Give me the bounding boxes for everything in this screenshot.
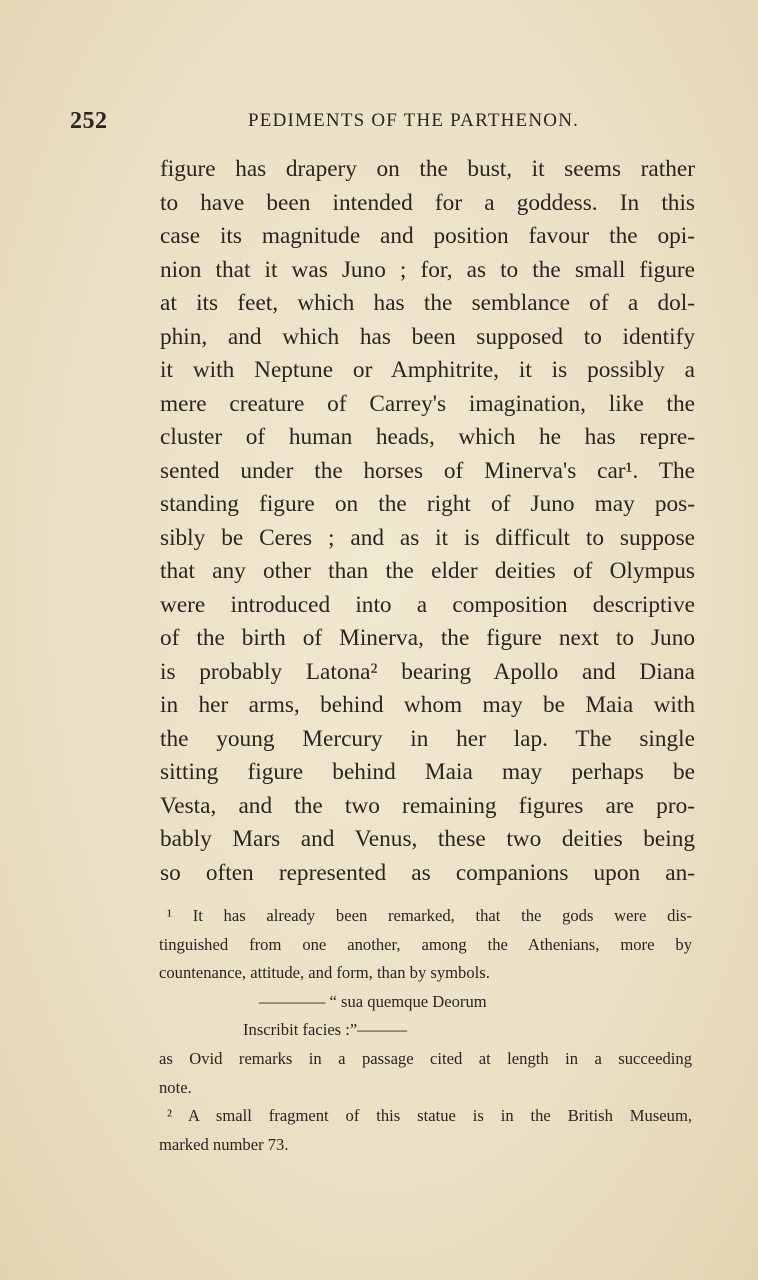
body-text	[160, 153, 695, 890]
body-line: standing figure on the right of Juno may pos-	[160, 491, 695, 517]
footnote-line: note.	[159, 1077, 192, 1097]
footnote-line: marked number 73.	[159, 1134, 289, 1154]
body-line: cluster of human heads, which he has repre-	[160, 424, 695, 450]
body-line: the young Mercury in her lap. The single	[160, 725, 695, 752]
body-line: in her arms, behind whom may be Maia with	[160, 692, 695, 718]
page-number: 252	[70, 108, 108, 134]
body-line: mere creature of Carrey's imagination, like the	[160, 390, 695, 417]
running-head: PEDIMENTS OF THE PARTHENON.	[248, 110, 580, 131]
body-line: of the birth of Minerva, the figure next to Juno	[160, 625, 695, 651]
body-line: to have been intended for a goddess. In this	[160, 189, 695, 216]
footnote-line: tinguished from one another, among the Athenians, more by	[159, 934, 692, 954]
body-line: case its magnitude and position favour the opi-	[160, 223, 695, 249]
footnotes	[159, 902, 692, 1159]
body-line: sibly be Ceres ; and as it is difficult to suppose	[160, 524, 695, 551]
body-line: phin, and which has been supposed to identify	[160, 323, 695, 350]
body-line: that any other than the elder deities of Olympus	[160, 558, 695, 584]
footnote-verse-line: Inscribit facies :”———	[243, 1020, 408, 1040]
body-line: bably Mars and Venus, these two deities being	[160, 826, 695, 852]
body-line: it with Neptune or Amphitrite, it is possibly a	[160, 357, 695, 383]
footnote-verse-line: ———— “ sua quemque Deorum	[259, 991, 487, 1011]
body-line: were introduced into a composition descriptive	[160, 591, 695, 618]
body-line: nion that it was Juno ; for, as to the small figure	[160, 256, 695, 283]
body-line: is probably Latona² bearing Apollo and Diana	[160, 658, 695, 685]
footnote-line: ² A small fragment of this statue is in the British Museum,	[167, 1106, 692, 1126]
body-line: at its feet, which has the semblance of a dol-	[160, 290, 695, 316]
footnote-line: ¹ It has already been remarked, that the gods were dis-	[167, 906, 692, 925]
body-line: sitting figure behind Maia may perhaps be	[160, 759, 695, 785]
body-line: figure has drapery on the bust, it seems rather	[160, 156, 695, 182]
footnote-line: as Ovid remarks in a passage cited at length in a succeeding	[159, 1048, 692, 1068]
body-line: so often represented as companions upon an-	[160, 859, 695, 886]
body-line: Vesta, and the two remaining figures are pro-	[160, 792, 695, 819]
footnote-line: countenance, attitude, and form, than by symbols.	[159, 963, 490, 983]
body-line: sented under the horses of Minerva's car¹. The	[160, 457, 695, 484]
